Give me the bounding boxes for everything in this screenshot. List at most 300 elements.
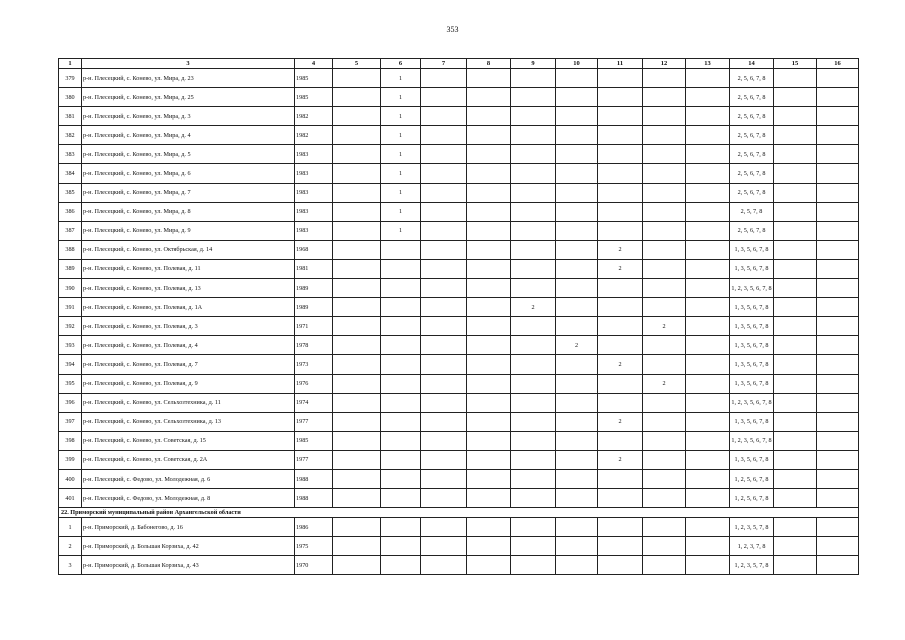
table-cell xyxy=(598,126,643,145)
table-cell: 384 xyxy=(59,164,82,183)
table-row xyxy=(59,431,859,450)
table-cell xyxy=(556,298,598,317)
empty-cell xyxy=(467,537,511,556)
empty-cell xyxy=(686,183,730,202)
table-cell: 399 xyxy=(59,450,82,469)
table-cell xyxy=(511,202,556,221)
empty-cell xyxy=(774,145,817,164)
table-cell xyxy=(556,279,598,298)
table-cell: р-н. Плесецкий, с. Конево, ул. Полевая, д. 13 xyxy=(82,279,295,298)
empty-cell xyxy=(817,518,859,537)
table-cell xyxy=(556,393,598,412)
table-cell: р-н. Приморский, д. Бабонегово, д. 16 xyxy=(82,518,295,537)
table-cell xyxy=(598,202,643,221)
table-row xyxy=(59,107,859,126)
table-cell: 2 xyxy=(643,317,686,336)
table-cell: р-н. Плесецкий, с. Конево, ул. Полевая, д. 1А xyxy=(82,298,295,317)
table-cell: р-н. Плесецкий, с. Конево, ул. Сельхозтехника, д. 13 xyxy=(82,412,295,431)
empty-cell xyxy=(333,355,381,374)
table-cell: 1, 2, 3, 5, 6, 7, 8 xyxy=(730,279,774,298)
table-cell: 1 xyxy=(381,126,421,145)
empty-cell xyxy=(333,393,381,412)
table-cell xyxy=(598,145,643,164)
table-cell: 2, 5, 6, 7, 8 xyxy=(730,126,774,145)
empty-cell xyxy=(817,556,859,575)
empty-cell xyxy=(467,489,511,508)
table-cell xyxy=(381,518,421,537)
table-cell xyxy=(556,107,598,126)
table-cell xyxy=(598,537,643,556)
col-header: 11 xyxy=(598,59,643,69)
empty-cell xyxy=(774,537,817,556)
empty-cell xyxy=(467,107,511,126)
table-cell xyxy=(511,518,556,537)
table-cell xyxy=(643,69,686,88)
empty-cell xyxy=(686,537,730,556)
table-cell: 1985 xyxy=(295,69,333,88)
empty-cell xyxy=(774,412,817,431)
table-cell xyxy=(598,279,643,298)
table-cell xyxy=(643,431,686,450)
empty-cell xyxy=(421,317,467,336)
table-cell xyxy=(556,556,598,575)
empty-cell xyxy=(421,126,467,145)
table-cell xyxy=(556,489,598,508)
table-cell: 1989 xyxy=(295,298,333,317)
table-cell: р-н. Плесецкий, с. Конево, ул. Мира, д. 4 xyxy=(82,126,295,145)
table-cell: 1 xyxy=(381,145,421,164)
table-cell: 398 xyxy=(59,431,82,450)
table-cell xyxy=(643,221,686,240)
empty-cell xyxy=(774,431,817,450)
empty-cell xyxy=(774,393,817,412)
table-cell: 2 xyxy=(598,240,643,259)
table-cell: 379 xyxy=(59,69,82,88)
table-cell xyxy=(598,317,643,336)
table-cell: р-н. Плесецкий, с. Конево, ул. Советская, д. 15 xyxy=(82,431,295,450)
table-cell xyxy=(381,336,421,355)
table-row xyxy=(59,298,859,317)
table-cell: 1, 2, 3, 7, 8 xyxy=(730,537,774,556)
empty-cell xyxy=(421,450,467,469)
empty-cell xyxy=(333,202,381,221)
table-cell: 386 xyxy=(59,202,82,221)
table-cell xyxy=(381,450,421,469)
table-cell xyxy=(511,145,556,164)
empty-cell xyxy=(817,450,859,469)
table-row xyxy=(59,355,859,374)
empty-cell xyxy=(817,107,859,126)
table-cell: 2 xyxy=(598,259,643,278)
table-cell xyxy=(511,240,556,259)
empty-cell xyxy=(817,489,859,508)
table-cell xyxy=(598,431,643,450)
table-cell xyxy=(598,374,643,393)
table-cell: 1 xyxy=(59,518,82,537)
table-cell: р-н. Плесецкий, с. Федово, ул. Молодежная, д. 8 xyxy=(82,489,295,508)
table-cell xyxy=(556,537,598,556)
empty-cell xyxy=(421,431,467,450)
empty-cell xyxy=(333,279,381,298)
table-cell xyxy=(511,336,556,355)
table-cell: 1, 2, 3, 5, 6, 7, 8 xyxy=(730,393,774,412)
table-cell xyxy=(643,164,686,183)
header-row xyxy=(59,59,859,69)
table-cell: 1983 xyxy=(295,145,333,164)
empty-cell xyxy=(467,259,511,278)
table-cell: 1, 2, 3, 5, 7, 8 xyxy=(730,556,774,575)
table-cell xyxy=(511,221,556,240)
empty-cell xyxy=(333,469,381,488)
table-cell xyxy=(511,431,556,450)
table-cell xyxy=(511,183,556,202)
empty-cell xyxy=(467,164,511,183)
table-cell: р-н. Плесецкий, с. Конево, ул. Полевая, д. 11 xyxy=(82,259,295,278)
table-cell xyxy=(511,489,556,508)
empty-cell xyxy=(774,518,817,537)
table-cell: 387 xyxy=(59,221,82,240)
empty-cell xyxy=(421,537,467,556)
table-cell xyxy=(643,279,686,298)
table-cell xyxy=(643,450,686,469)
table-row xyxy=(59,412,859,431)
empty-cell xyxy=(774,240,817,259)
empty-cell xyxy=(467,431,511,450)
table-cell xyxy=(643,107,686,126)
empty-cell xyxy=(817,164,859,183)
table-cell: 391 xyxy=(59,298,82,317)
table-cell xyxy=(511,69,556,88)
table-cell xyxy=(511,393,556,412)
table-cell xyxy=(598,107,643,126)
table-cell xyxy=(381,317,421,336)
empty-cell xyxy=(686,202,730,221)
empty-cell xyxy=(686,431,730,450)
empty-cell xyxy=(333,240,381,259)
empty-cell xyxy=(686,556,730,575)
table-cell xyxy=(381,259,421,278)
table-cell xyxy=(556,221,598,240)
empty-cell xyxy=(774,183,817,202)
table-cell xyxy=(381,469,421,488)
col-header: 8 xyxy=(467,59,511,69)
table-cell: р-н. Плесецкий, с. Конево, ул. Полевая, д. 9 xyxy=(82,374,295,393)
table-cell: 1989 xyxy=(295,279,333,298)
empty-cell xyxy=(467,393,511,412)
table-cell: 3 xyxy=(59,556,82,575)
table-cell xyxy=(643,202,686,221)
table-cell: 397 xyxy=(59,412,82,431)
table-cell: 1968 xyxy=(295,240,333,259)
empty-cell xyxy=(817,202,859,221)
empty-cell xyxy=(333,556,381,575)
empty-cell xyxy=(333,537,381,556)
table-row xyxy=(59,202,859,221)
empty-cell xyxy=(333,450,381,469)
empty-cell xyxy=(817,412,859,431)
table-cell: 392 xyxy=(59,317,82,336)
table-cell: 1 xyxy=(381,221,421,240)
empty-cell xyxy=(421,221,467,240)
empty-cell xyxy=(467,469,511,488)
table-cell xyxy=(511,317,556,336)
table-cell xyxy=(643,240,686,259)
col-header: 9 xyxy=(511,59,556,69)
table-cell xyxy=(643,537,686,556)
data-table xyxy=(58,58,859,575)
table-cell xyxy=(556,183,598,202)
table-row xyxy=(59,469,859,488)
table-cell: 1983 xyxy=(295,202,333,221)
table-cell xyxy=(556,259,598,278)
table-cell: 400 xyxy=(59,469,82,488)
table-cell: р-н. Плесецкий, с. Конево, ул. Мира, д. 3 xyxy=(82,107,295,126)
empty-cell xyxy=(421,374,467,393)
table-cell xyxy=(511,107,556,126)
table-row xyxy=(59,259,859,278)
table-cell xyxy=(511,126,556,145)
empty-cell xyxy=(467,556,511,575)
col-header: 10 xyxy=(556,59,598,69)
table-cell: 1 xyxy=(381,183,421,202)
table-cell xyxy=(511,450,556,469)
empty-cell xyxy=(686,298,730,317)
empty-cell xyxy=(467,374,511,393)
table-cell: 2, 5, 7, 8 xyxy=(730,202,774,221)
empty-cell xyxy=(333,164,381,183)
table-cell: 389 xyxy=(59,259,82,278)
empty-cell xyxy=(421,279,467,298)
table-cell xyxy=(381,240,421,259)
empty-cell xyxy=(421,88,467,107)
empty-cell xyxy=(333,431,381,450)
empty-cell xyxy=(686,469,730,488)
empty-cell xyxy=(686,336,730,355)
empty-cell xyxy=(467,412,511,431)
empty-cell xyxy=(817,69,859,88)
table-cell: 2, 5, 6, 7, 8 xyxy=(730,221,774,240)
empty-cell xyxy=(686,107,730,126)
table-cell: р-н. Плесецкий, с. Конево, ул. Сельхозтехника, д. 11 xyxy=(82,393,295,412)
table-cell: 2 xyxy=(598,450,643,469)
empty-cell xyxy=(817,240,859,259)
table-cell: 1973 xyxy=(295,355,333,374)
table-cell: 1975 xyxy=(295,537,333,556)
table-cell: 2, 5, 6, 7, 8 xyxy=(730,107,774,126)
table-cell: р-н. Плесецкий, с. Конево, ул. Мира, д. 7 xyxy=(82,183,295,202)
table-cell: 1974 xyxy=(295,393,333,412)
table-cell xyxy=(643,88,686,107)
table-cell: 380 xyxy=(59,88,82,107)
table-row xyxy=(59,145,859,164)
empty-cell xyxy=(774,279,817,298)
table-cell xyxy=(556,355,598,374)
table-cell xyxy=(598,164,643,183)
empty-cell xyxy=(686,450,730,469)
table-row xyxy=(59,336,859,355)
empty-cell xyxy=(421,259,467,278)
table-cell: 2 xyxy=(598,412,643,431)
table-cell xyxy=(643,145,686,164)
empty-cell xyxy=(686,489,730,508)
table-cell: 1, 3, 5, 6, 7, 8 xyxy=(730,450,774,469)
empty-cell xyxy=(421,469,467,488)
empty-cell xyxy=(774,336,817,355)
empty-cell xyxy=(421,355,467,374)
col-header: 14 xyxy=(730,59,774,69)
empty-cell xyxy=(467,69,511,88)
table-cell xyxy=(511,412,556,431)
table-cell: 1, 2, 5, 6, 7, 8 xyxy=(730,489,774,508)
table-cell xyxy=(381,431,421,450)
table-cell: 2 xyxy=(59,537,82,556)
empty-cell xyxy=(686,164,730,183)
table-cell xyxy=(556,469,598,488)
table-cell xyxy=(556,374,598,393)
table-row xyxy=(59,450,859,469)
page-number: 353 xyxy=(446,25,459,34)
empty-cell xyxy=(421,412,467,431)
empty-cell xyxy=(333,336,381,355)
empty-cell xyxy=(333,298,381,317)
table-cell xyxy=(643,298,686,317)
table-cell: 2, 5, 6, 7, 8 xyxy=(730,88,774,107)
table-cell xyxy=(511,355,556,374)
empty-cell xyxy=(817,183,859,202)
empty-cell xyxy=(817,145,859,164)
empty-cell xyxy=(774,450,817,469)
empty-cell xyxy=(333,69,381,88)
empty-cell xyxy=(774,126,817,145)
table-cell: 1, 3, 5, 6, 7, 8 xyxy=(730,259,774,278)
empty-cell xyxy=(467,88,511,107)
table-cell xyxy=(381,537,421,556)
table-cell xyxy=(598,183,643,202)
empty-cell xyxy=(333,221,381,240)
table-row xyxy=(59,164,859,183)
col-header: 4 xyxy=(295,59,333,69)
table-cell xyxy=(643,556,686,575)
table-cell xyxy=(598,469,643,488)
table-row xyxy=(59,537,859,556)
empty-cell xyxy=(686,317,730,336)
table-cell xyxy=(598,556,643,575)
empty-cell xyxy=(421,298,467,317)
empty-cell xyxy=(686,355,730,374)
empty-cell xyxy=(774,374,817,393)
table-row xyxy=(59,69,859,88)
empty-cell xyxy=(421,145,467,164)
empty-cell xyxy=(467,355,511,374)
table-cell: 1970 xyxy=(295,556,333,575)
table-cell xyxy=(643,355,686,374)
table-cell xyxy=(643,393,686,412)
table-row xyxy=(59,317,859,336)
table-cell xyxy=(556,145,598,164)
table-cell: 1, 3, 5, 6, 7, 8 xyxy=(730,336,774,355)
table-cell xyxy=(643,259,686,278)
empty-cell xyxy=(686,259,730,278)
table-cell: 1983 xyxy=(295,164,333,183)
table-cell xyxy=(598,69,643,88)
table-cell xyxy=(381,279,421,298)
table-cell: 1, 3, 5, 6, 7, 8 xyxy=(730,240,774,259)
empty-cell xyxy=(467,518,511,537)
table-cell: 1983 xyxy=(295,221,333,240)
empty-cell xyxy=(467,298,511,317)
table-row xyxy=(59,126,859,145)
empty-cell xyxy=(817,336,859,355)
empty-cell xyxy=(333,374,381,393)
table-row xyxy=(59,374,859,393)
table-cell xyxy=(511,279,556,298)
table-cell xyxy=(598,518,643,537)
table-row xyxy=(59,393,859,412)
table-row xyxy=(59,518,859,537)
table-cell: 1988 xyxy=(295,469,333,488)
empty-cell xyxy=(421,107,467,126)
empty-cell xyxy=(774,202,817,221)
table-cell: р-н. Плесецкий, с. Конево, ул. Полевая, д. 4 xyxy=(82,336,295,355)
table-cell xyxy=(511,88,556,107)
table-row xyxy=(59,183,859,202)
table-cell: 1 xyxy=(381,164,421,183)
table-cell: р-н. Приморский, д. Большая Корзиха, д. 43 xyxy=(82,556,295,575)
empty-cell xyxy=(817,469,859,488)
col-header: 3 xyxy=(82,59,295,69)
table-cell xyxy=(381,393,421,412)
table-cell xyxy=(556,431,598,450)
table-cell: 2 xyxy=(511,298,556,317)
table-cell: 2, 5, 6, 7, 8 xyxy=(730,69,774,88)
table-cell xyxy=(598,221,643,240)
empty-cell xyxy=(333,412,381,431)
table-cell xyxy=(511,164,556,183)
table-cell: 1986 xyxy=(295,518,333,537)
empty-cell xyxy=(467,221,511,240)
table-cell xyxy=(511,374,556,393)
empty-cell xyxy=(817,317,859,336)
empty-cell xyxy=(686,518,730,537)
empty-cell xyxy=(774,88,817,107)
table-row xyxy=(59,556,859,575)
empty-cell xyxy=(817,537,859,556)
table-cell: 1978 xyxy=(295,336,333,355)
table-cell: р-н. Приморский, д. Большая Корзиха, д. 42 xyxy=(82,537,295,556)
empty-cell xyxy=(467,126,511,145)
table-cell xyxy=(598,336,643,355)
table-cell xyxy=(556,412,598,431)
table-cell xyxy=(381,556,421,575)
table-cell: 1 xyxy=(381,88,421,107)
table-cell: 381 xyxy=(59,107,82,126)
table-cell xyxy=(381,355,421,374)
table-cell: 1, 3, 5, 6, 7, 8 xyxy=(730,374,774,393)
empty-cell xyxy=(686,279,730,298)
table-cell: 1, 3, 5, 6, 7, 8 xyxy=(730,412,774,431)
col-header: 1 xyxy=(59,59,82,69)
table-cell xyxy=(556,317,598,336)
empty-cell xyxy=(686,240,730,259)
empty-cell xyxy=(817,88,859,107)
table-cell: р-н. Плесецкий, с. Конево, ул. Мира, д. 23 xyxy=(82,69,295,88)
empty-cell xyxy=(421,240,467,259)
table-cell xyxy=(511,469,556,488)
empty-cell xyxy=(686,393,730,412)
empty-cell xyxy=(333,183,381,202)
section-title: 22. Приморский муниципальный район Архангельской области xyxy=(59,508,859,518)
empty-cell xyxy=(333,317,381,336)
